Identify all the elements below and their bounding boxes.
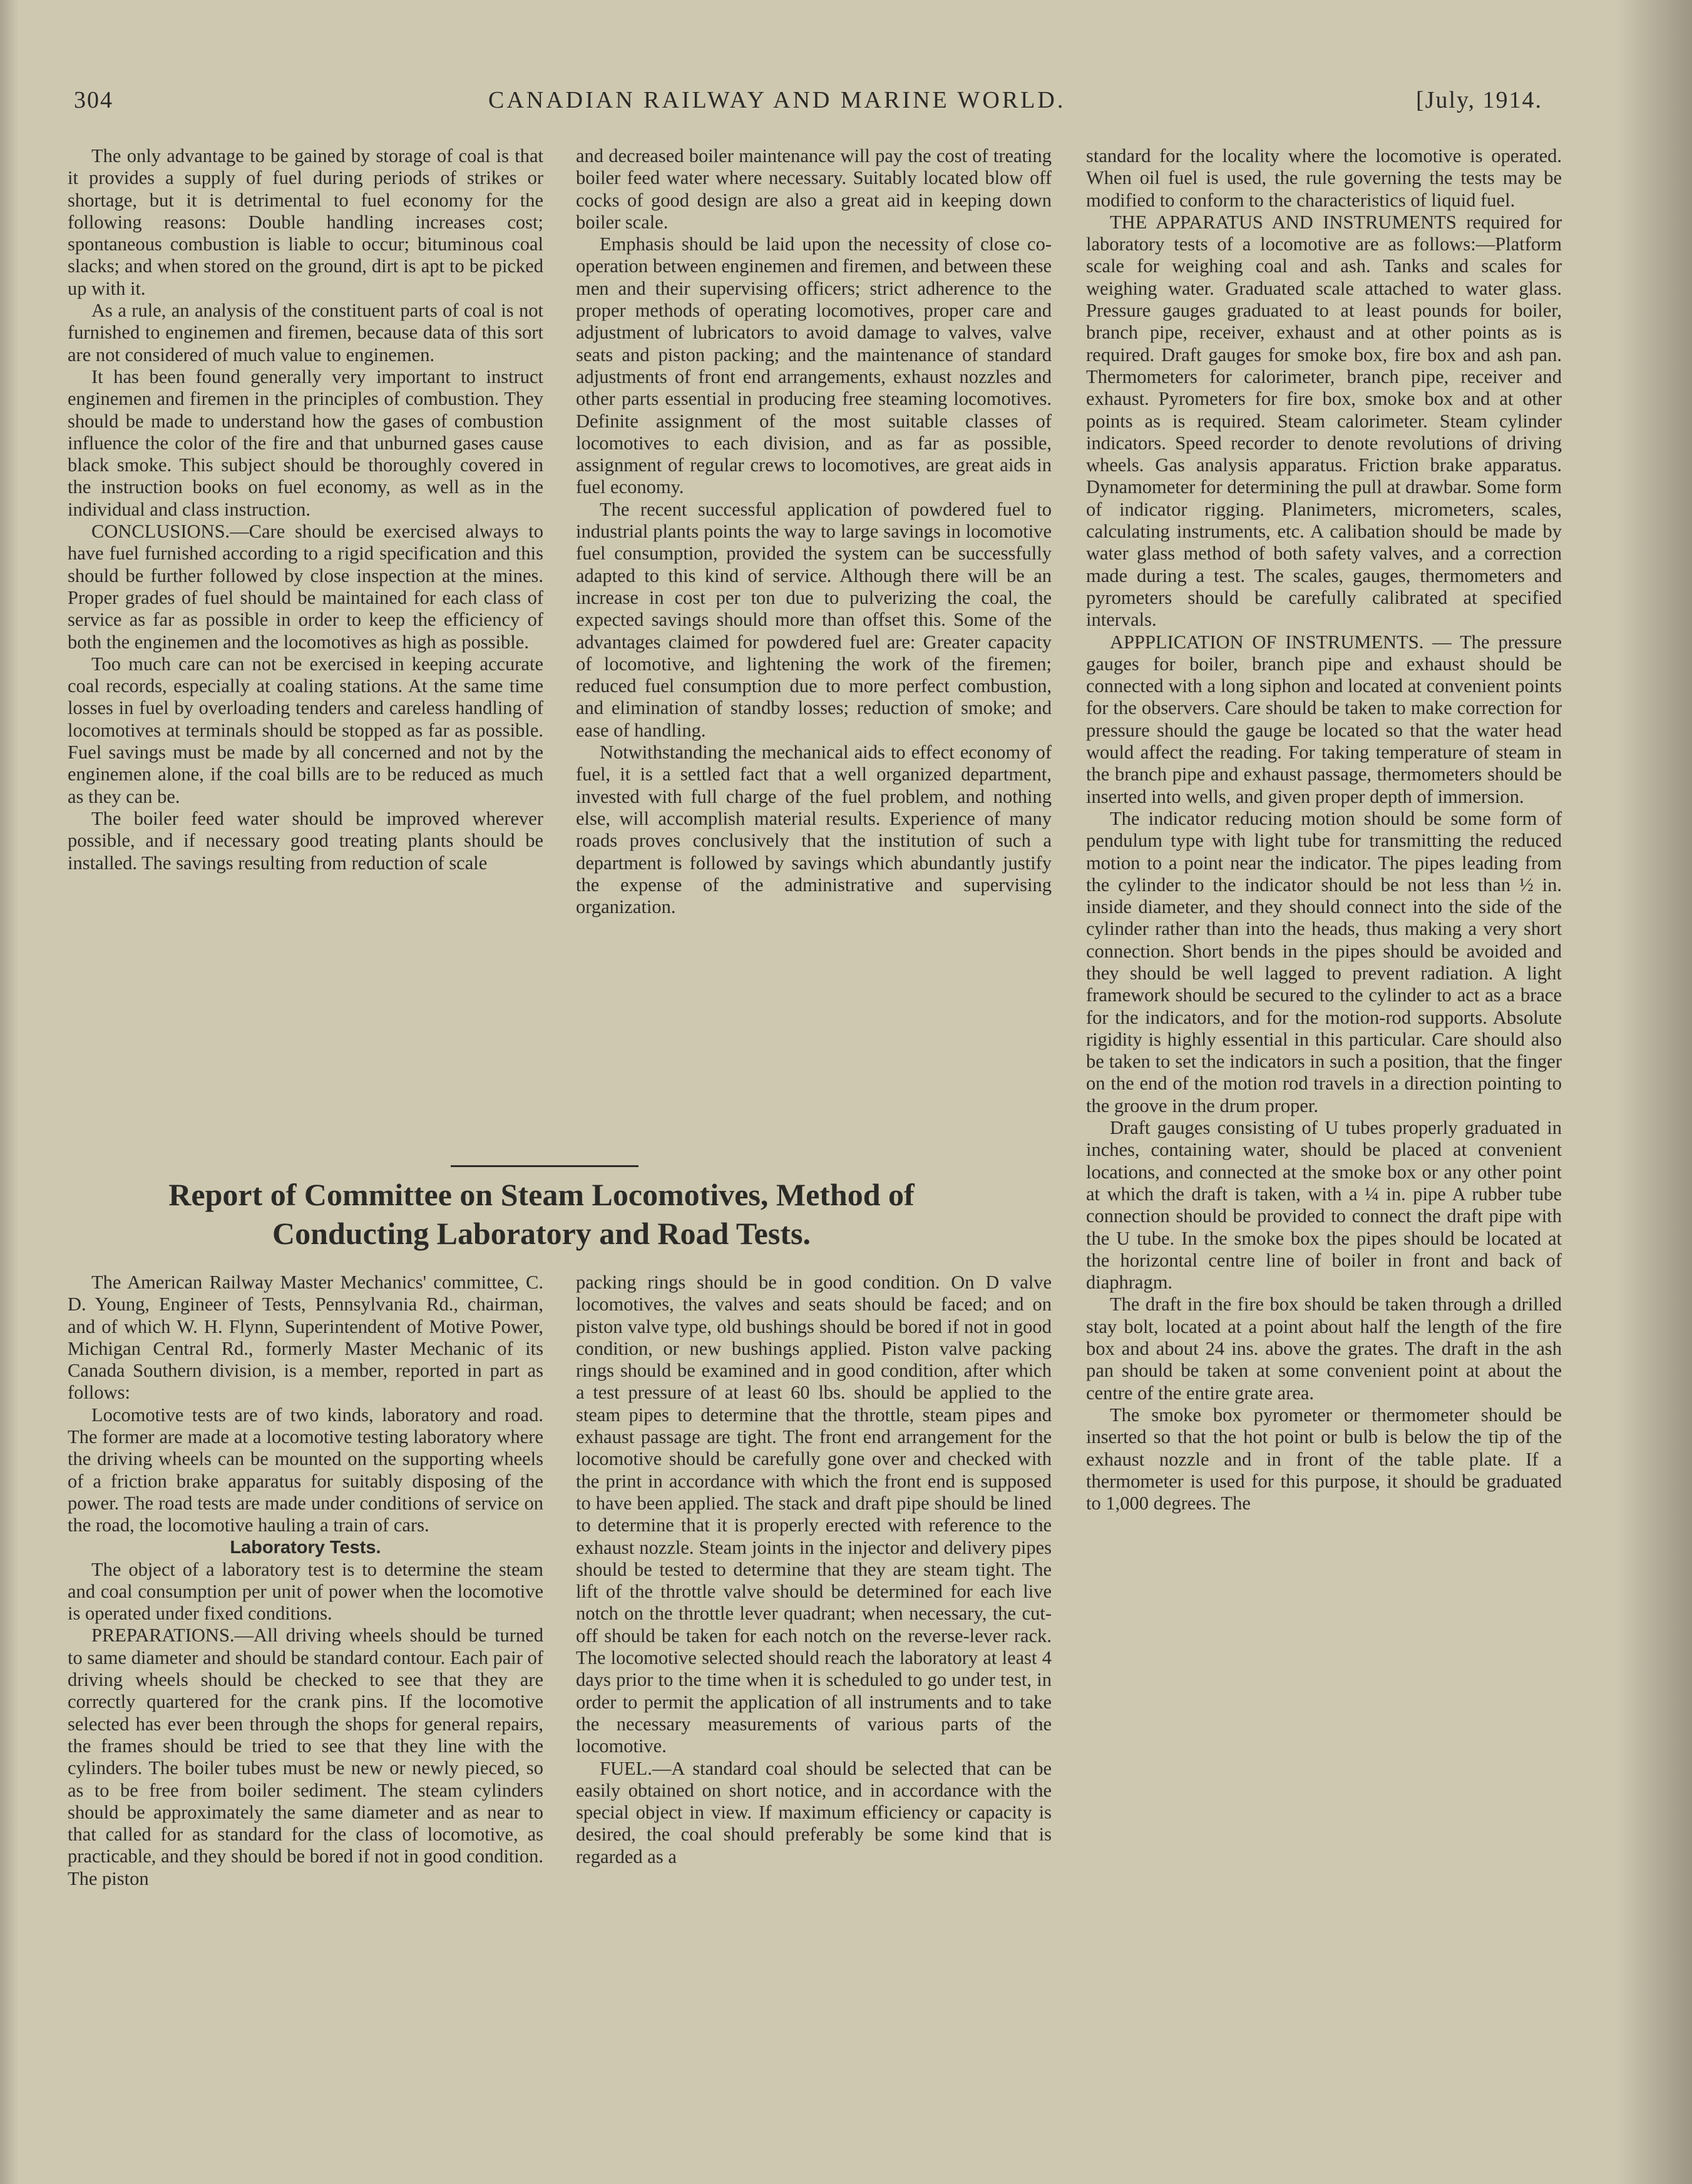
paragraph: PREPARATIONS.—All driving wheels should be turned to same diameter and should be standard contour. Each pair of driving wheels should be checked to see that they are correctly quartered for the crank pins. If the locomotive selected has ever been through the shops for general repairs, the frames should be tried to see that they line with the cylinders. The boiler tubes must be new or newly pieced, so as to be free from boiler sediment. The steam cylinders should be approximately the same diameter and as near to that called for as standard for the class of locomotive, as practicable, and they should be bored if not in good condition. The piston <box>68 1625 543 1889</box>
paragraph: packing rings should be in good condition. On D valve locomotives, the valves and seats should be faced; and on piston valve type, old bushings should be bored if not in good condition, or new bushings applied. Piston valve packing rings should be examined and in good condition, after which a test pressure of at least 60 lbs. should be applied to the steam pipes to determine that the throttle, steam pipes and exhaust passage are tight. The front end arrangement for the locomotive should be carefully gone over and checked with the print in accordance with which the front end is supposed to have been applied. The stack and draft pipe should be lined to determine that it is properly erected with reference to the exhaust nozzle. Steam joints in the injector and delivery pipes should be tested to determine that they are steam tight. The lift of the throttle valve should be determined for each live notch on the throttle lever quadrant; when necessary, the cut-off should be taken for each notch on the reverse-lever rack. The locomotive selected should reach the laboratory at least 4 days prior to the time when it is scheduled to go under test, in order to permit the application of all instruments and to take the necessary measurements of various parts of the locomotive. <box>576 1272 1052 1757</box>
article-headline <box>94 1175 989 1253</box>
paragraph: Locomotive tests are of two kinds, laboratory and road. The former are made at a locomotive testing laboratory where the driving wheels can be mounted on the supporting wheels of a friction brake apparatus for suitably disposing of the power. The road tests are made under conditions of service on the road, the locomotive hauling a train of cars. <box>68 1404 543 1536</box>
headline-line-1: Report of Committee on Steam Locomotives, Method of <box>168 1177 915 1212</box>
top-column-2 <box>576 145 1052 918</box>
top-column-1 <box>68 145 543 874</box>
paragraph: The American Railway Master Mechanics' committee, C. D. Young, Engineer of Tests, Pennsylvania Rd., chairman, and of which W. H. Flynn, Superintendent of Motive Power, Michigan Central Rd., formerly Master Mechanic of its Canada Southern division, is a member, reported in part as follows: <box>68 1272 543 1404</box>
paragraph: As a rule, an analysis of the constituent parts of coal is not furnished to enginemen and firemen, because data of this sort are not considered of much value to enginemen. <box>68 300 543 365</box>
paragraph: THE APPARATUS AND INSTRUMENTS required for laboratory tests of a locomotive are as follows:—Platform scale for weighing coal and ash. Tanks and scales for weighing water. Graduated scale attached to water glass. Pressure gauges graduated to at least pounds for boiler, branch pipe, receiver, exhaust and at other points as is required. Draft gauges for smoke box, fire box and ash pan. Thermometers for calorimeter, branch pipe, receiver and exhaust. Pyrometers for fire box, smoke box and at other points as is required. Steam calorimeter. Steam cylinder indicators. Speed recorder to denote revolutions of driving wheels. Gas analysis apparatus. Friction brake apparatus. Dynamometer for determining the pull at drawbar. Some form of indicator rigging. Planimeters, micrometers, scales, calculating instruments, etc. A calibation should be made by water glass method of both safety valves, and a correction made during a test. The scales, gauges, thermometers and pyrometers should be carefully calibrated at specified intervals. <box>1086 211 1562 631</box>
headline-line-2: Conducting Laboratory and Road Tests. <box>272 1216 811 1251</box>
paragraph: Emphasis should be laid upon the necessity of close co-operation between enginemen and firemen, and between these men and their supervising officers; strict adherence to the proper methods of operating locomotives, proper care and adjustment of lubricators to avoid damage to valves, valve seats and piston packing; and the maintenance of standard adjustments of front end arrangements, exhaust nozzles and other parts essential in producing free steaming locomotives. Definite assignment of the most suitable classes of locomotives to each division, and as far as possible, assignment of regular crews to locomotives, are great aids in fuel economy. <box>576 233 1052 498</box>
paragraph: CONCLUSIONS.—Care should be exercised always to have fuel furnished according to a rigid specification and this should be further followed by close inspection at the mines. Proper grades of fuel should be maintained for each class of service as far as possible in order to keep the efficiency of both the enginemen and the locomotives as high as possible. <box>68 521 543 653</box>
paragraph: It has been found generally very important to instruct enginemen and firemen in the principles of combustion. They should be made to understand how the gases of combustion influence the color of the fire and that unburned gases cause black smoke. This subject should be thoroughly covered in the instruction books on fuel economy, as well as in the individual and class instruction. <box>68 365 543 520</box>
headline-rule <box>451 1165 638 1167</box>
publication-title: CANADIAN RAILWAY AND MARINE WORLD. <box>488 87 1066 113</box>
binding-shadow <box>1615 0 1692 2184</box>
bottom-column-1 <box>68 1272 543 1890</box>
paragraph: Draft gauges consisting of U tubes properly graduated in inches, containing water, should be placed at convenient locations, and connected at the smoke box or any other point at which the draft is taken, with a ¼ in. pipe A rubber tube connection should be provided to connect the draft pipe with the U tube. In the smoke box the pipes should be located at the horizontal centre line of boiler in front and back of diaphragm. <box>1086 1117 1562 1294</box>
paragraph: Notwithstanding the mechanical aids to effect economy of fuel, it is a settled fact that a well organized department, invested with full charge of the fuel problem, and nothing else, will accomplish material results. Experience of many roads proves conclusively that the institution of such a department is followed by savings which abundantly justify the expense of the administrative and supervising organization. <box>576 742 1052 918</box>
page-edge-shadow <box>0 0 19 2184</box>
issue-date: [July, 1914. <box>1416 87 1543 113</box>
bottom-column-2 <box>576 1272 1052 1868</box>
paragraph: The boiler feed water should be improved wherever possible, and if necessary good treating plants should be installed. The savings resulting from reduction of scale <box>68 807 543 874</box>
paragraph: The indicator reducing motion should be some form of pendulum type with light tube for transmitting the reduced motion to a point near the indicator. The pipes leading from the cylinder to the indicator should be not less than ½ in. inside diameter, and they should connect into the side of the cylinder rather than into the heads, thus making a very short connection. Short bends in the pipes should be avoided and they should be well lagged to prevent radiation. A light framework should be secured to the cylinder to act as a brace for the indicators, and for the motion-rod supports. Absolute rigidity is highly essential in this particular. Care should also be taken to set the indicators in such a position, that the finger on the end of the motion rod travels in a direction pointing to the groove in the drum proper. <box>1086 807 1562 1116</box>
paragraph: standard for the locality where the locomotive is operated. When oil fuel is used, the rule governing the tests may be modified to conform to the characteristics of liquid fuel. <box>1086 145 1562 211</box>
paragraph: The object of a laboratory test is to determine the steam and coal consumption per unit of power when the locomotive is operated under fixed conditions. <box>68 1558 543 1625</box>
section-subhead: Laboratory Tests. <box>230 1537 381 1558</box>
paragraph: Too much care can not be exercised in keeping accurate coal records, especially at coaling stations. At the same time losses in fuel by overloading tenders and careless handling of locomotives at terminals should be stopped as far as possible. Fuel savings must be made by all concerned and not by the enginemen alone, if the coal bills are to be reduced as much as they can be. <box>68 653 543 807</box>
right-column <box>1086 145 1562 1514</box>
paragraph: The draft in the fire box should be taken through a drilled stay bolt, located at a point about half the length of the fire box and about 24 ins. above the grates. The draft in the ash pan should be taken at some convenient point at about the centre of the entire grate area. <box>1086 1294 1562 1404</box>
paragraph: The recent successful application of powdered fuel to industrial plants points the way to large savings in locomotive fuel consumption, provided the system can be successfully adapted to this kind of service. Although there will be an increase in cost per ton due to pulverizing the coal, the expected savings should more than offset this. Some of the advantages claimed for powdered fuel are: Greater capacity of locomotive, and lightening the work of the firemen; reduced fuel consumption due to more perfect combustion, and elimination of standby losses; reduction of smoke; and ease of handling. <box>576 498 1052 741</box>
paragraph: The smoke box pyrometer or thermometer should be inserted so that the hot point or bulb is below the tip of the exhaust nozzle and in front of the table plate. If a thermometer is used for this purpose, it should be graduated to 1,000 degrees. The <box>1086 1404 1562 1514</box>
page-number: 304 <box>74 87 113 113</box>
paragraph: FUEL.—A standard coal should be selected that can be easily obtained on short notice, and in accordance with the special object in view. If maximum efficiency or capacity is desired, the coal should preferably be some kind that is regarded as a <box>576 1757 1052 1867</box>
paragraph: and decreased boiler maintenance will pay the cost of treating boiler feed water where necessary. Suitably located blow off cocks of good design are also a great aid in keeping down boiler scale. <box>576 145 1052 233</box>
paragraph: APPPLICATION OF INSTRUMENTS. — The pressure gauges for boiler, branch pipe and exhaust should be connected with a long siphon and located at convenient points for the observers. Care should be taken to make correction for pressure should the gauge be located so that the water head would affect the reading. For taking temperature of steam in the branch pipe and exhaust passage, thermometers should be inserted into wells, and given proper depth of immersion. <box>1086 631 1562 807</box>
paragraph: The only advantage to be gained by storage of coal is that it provides a supply of fuel during periods of strikes or shortage, but it is detrimental to fuel economy for the following reasons: Double handling increases cost; spontaneous combustion is liable to occur; bituminous coal slacks; and when stored on the ground, dirt is apt to be picked up with it. <box>68 145 543 299</box>
